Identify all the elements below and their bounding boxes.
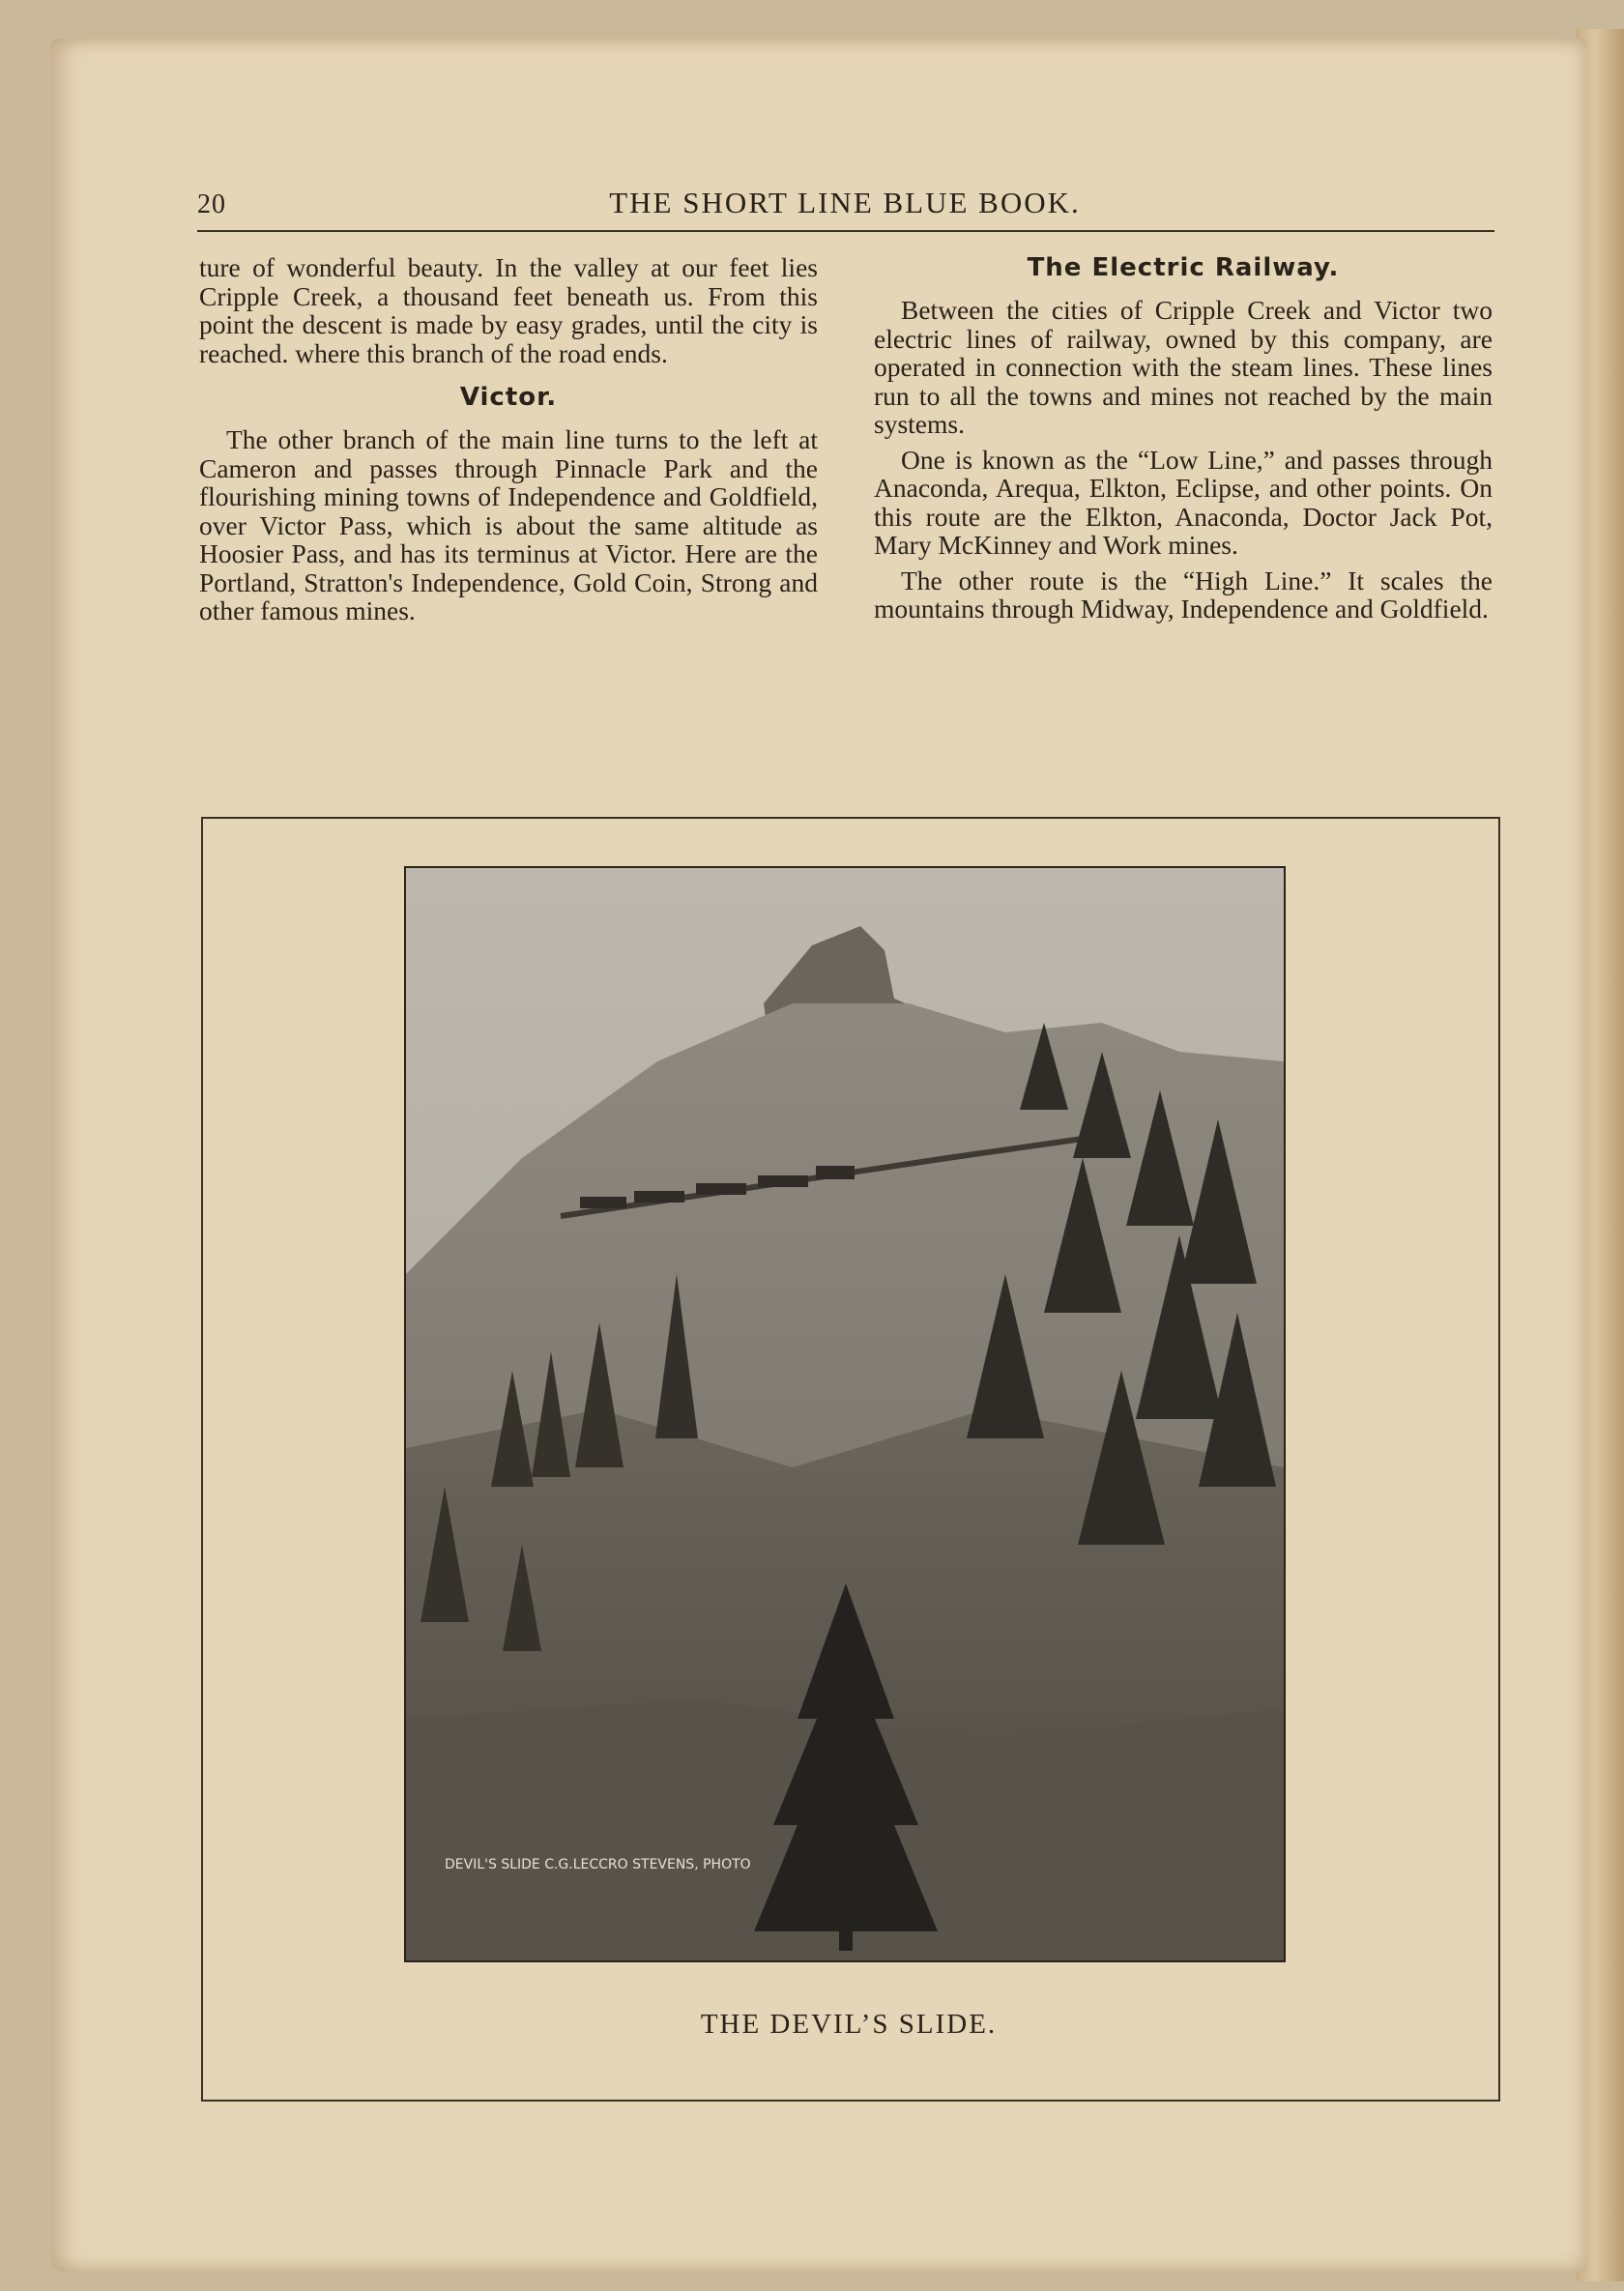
right-paragraph-2: One is known as the “Low Line,” and passes through Anaconda, Arequa, Elkton, Eclipse, and other points. On this route are the Elkton, Anaconda, Doctor Jack Pot, Mary McKinney and Work mines. — [874, 444, 1493, 560]
header-rule — [197, 230, 1494, 232]
right-paragraph-3: The other route is the “High Line.” It scales the mountains through Midway, Independence and Goldfield. — [874, 565, 1493, 624]
right-paragraph-1: Between the cities of Cripple Creek and Victor two electric lines of railway, owned by this company, are operated in connection with the steam lines. These lines run to all the towns and mines not reached by the main systems. — [874, 295, 1493, 439]
running-head: THE SHORT LINE BLUE BOOK. — [609, 186, 1081, 219]
plate-caption: THE DEVIL’S SLIDE. — [700, 2009, 998, 2040]
right-column — [874, 253, 1493, 630]
page-number: 20 — [197, 189, 226, 219]
devils-slide-photo — [404, 866, 1286, 1962]
electric-railway-heading: The Electric Railway. — [1027, 253, 1340, 282]
victor-heading: Victor. — [459, 383, 558, 412]
left-paragraph-1: ture of wonderful beauty. In the valley at our feet lies Cripple Creek, a thousand feet beneath us. From this point the descent is made by easy grades, until the city is reached. where this branch of the road ends. — [199, 252, 818, 368]
left-paragraph-2: The other branch of the main line turns to the left at Cameron and passes through Pinnacle Park and the flourishing mining towns of Independence and Goldfield, over Victor Pass, which is about the same altitude as Hoosier Pass, and has its terminus at Victor. Here are the Portland, Stratton's Independence, Gold Coin, Strong and other famous mines. — [199, 424, 818, 625]
left-column — [199, 253, 818, 632]
photo-signature: DEVIL'S SLIDE C.G.LECCRO STEVENS, PHOTO — [445, 1857, 751, 1872]
